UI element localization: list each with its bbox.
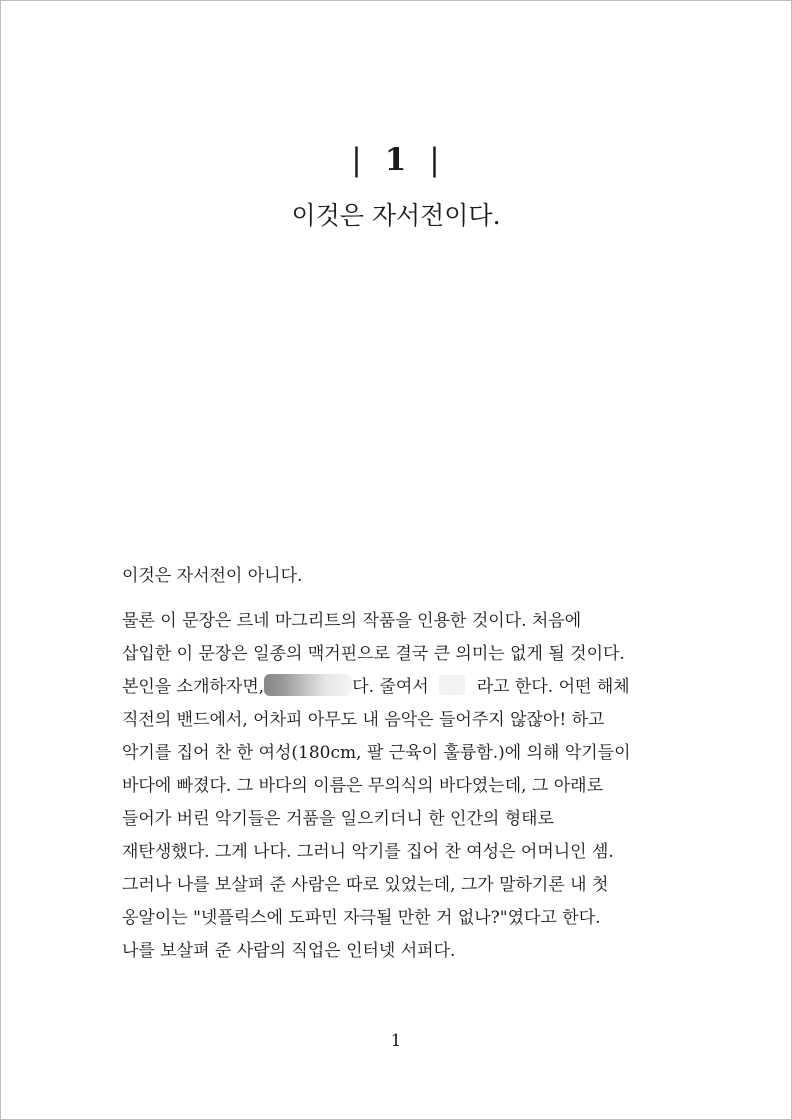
- paragraph-2: [122, 605, 682, 968]
- text-line-with-redaction: [122, 671, 682, 704]
- text-line: 나를 보살펴 준 사람의 직업은 인터넷 서퍼다.: [122, 941, 456, 961]
- text-line: 삽입한 이 문장은 일종의 맥거핀으로 결국 큰 의미는 없게 될 것이다.: [122, 644, 625, 664]
- chapter-title: 이것은 자서전이다.: [291, 201, 501, 230]
- chapter-number: 1: [384, 142, 408, 178]
- text-fragment: 라고 한다. 어떤 해체: [476, 677, 630, 697]
- text-line: 옹알이는 "넷플릭스에 도파민 자극될 만한 거 없나?"였다고 한다.: [122, 908, 601, 928]
- chapter-bar-left: |: [351, 142, 363, 178]
- text-line: 직전의 밴드에서, 어차피 아무도 내 음악은 들어주지 않잖아! 하고: [122, 710, 605, 730]
- text-fragment: 다. 줄여서: [352, 677, 429, 697]
- redacted-name-blur: [264, 674, 352, 696]
- text-line: 들어가 버린 악기들은 거품을 일으키더니 한 인간의 형태로: [122, 809, 554, 829]
- body-text: [122, 560, 682, 980]
- chapter-number-heading: [0, 140, 792, 180]
- chapter-bar-right: |: [429, 142, 441, 178]
- text-fragment: 본인을 소개하자면,: [122, 677, 265, 697]
- paragraph-1: 이것은 자서전이 아니다.: [122, 566, 303, 586]
- text-line: 바다에 빠졌다. 그 바다의 이름은 무의식의 바다였는데, 그 아래로: [122, 776, 604, 796]
- text-line: 재탄생했다. 그게 나다. 그러니 악기를 집어 찬 여성은 어머니인 셈.: [122, 842, 614, 862]
- text-line: 물론 이 문장은 르네 마그리트의 작품을 인용한 것이다. 처음에: [122, 611, 582, 631]
- text-line: 그러나 나를 보살펴 준 사람은 따로 있었는데, 그가 말하기론 내 첫: [122, 875, 609, 895]
- redacted-nickname-blur: [439, 675, 465, 695]
- text-line: 악기를 집어 찬 한 여성(180cm, 팔 근육이 훌륭함.)에 의해 악기들이: [122, 743, 631, 763]
- page-number: 1: [390, 1031, 402, 1051]
